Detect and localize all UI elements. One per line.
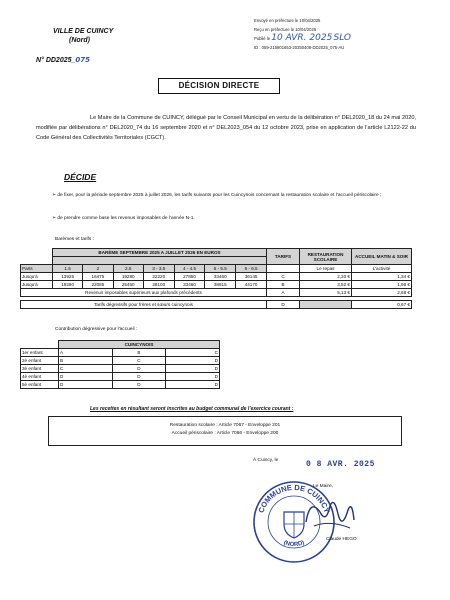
parts-cell: 5 - 5.5	[205, 265, 236, 273]
preamble-paragraph: Le Maire de la Commune de CUINCY, délégué par le Conseil Municipal en vertu de la délibération n° DEL2020_18 du 24 mai 2020, modifiée par délibérations n° DEL2020_74 du 16 septembre 2020 et n° DEL2023_054 du 12 octobre 2023, prise en application de l’article L2122-22 du Code Général des Collectivités Territoriales (CGCT).	[36, 115, 416, 141]
table-row: 2è enfant B C D	[22, 358, 218, 363]
decide-heading: DÉCIDE	[64, 172, 97, 182]
parts-cell: 6 - 6.5	[236, 265, 267, 273]
parts-cell: 2.5	[113, 265, 143, 273]
parts-cell: 2	[83, 265, 113, 273]
tariff-table	[20, 248, 412, 309]
publication-date-handwritten: 10 AVR. 2025	[271, 33, 333, 43]
parts-cell: 3 - 3.5	[143, 265, 174, 273]
signature-title: Le Maire,	[313, 484, 333, 489]
tarifs-header: TARIFS	[267, 249, 300, 265]
table-row: Jusqu'à 13925 16475 19280 22220 27850 33460 36145 C 2,20 € 1,34 €	[22, 274, 410, 279]
parts-cell: 1.5	[52, 265, 82, 273]
parts-cell: 4 - 4.5	[174, 265, 205, 273]
budget-line: Accueil périscolaire : Article 7066 - Enveloppe 200	[171, 431, 279, 436]
table-row: Revenus imposables supérieurs aux plafonds précédents A 5,13 € 2,68 €	[21, 289, 412, 297]
table-row: Jusqu'à 19280 22085 25450 28100 33460 38815 44170 B 3,52 € 1,98 €	[22, 282, 410, 287]
decision-reference: N° DD2025_075	[36, 56, 91, 64]
degressive-caption: Contribution dégressive pour l'accueil :	[55, 327, 138, 332]
table-row: 1er enfant A B C	[22, 350, 218, 355]
initials-handwritten: SLO	[333, 33, 352, 43]
bullet-icon: ➢	[52, 193, 57, 198]
resto-subheader: Le repas	[300, 265, 352, 273]
handwritten-number: 075	[75, 56, 91, 64]
parts-label: Parts	[21, 265, 53, 273]
commune-name: VILLE DE CUINCY	[53, 28, 114, 35]
table-row: 4è enfant D D D	[22, 374, 218, 379]
table-row: 5è enfant D D D	[22, 382, 218, 387]
decision-item: ➢ de prendre comme base les revenus imposables de l’année N-1.	[52, 216, 195, 221]
table-row: Tarifs dégressifs pour frères et sœurs cuincynois D 0,67 €	[21, 301, 412, 309]
budget-articles-box	[48, 416, 402, 446]
bullet-icon: ➢	[52, 216, 57, 221]
cuincynois-header: CUINCYNOIS	[59, 341, 220, 349]
department-name: (Nord)	[69, 37, 90, 44]
degressive-table	[20, 340, 220, 389]
date-stamp: 0 8 AVR. 2025	[306, 460, 375, 469]
accueil-header: ACCUEIL MATIN & SOIR	[352, 249, 412, 265]
table-row: 3è enfant C D D	[22, 366, 218, 371]
tariffs-caption: Barèmes et tarifs :	[55, 237, 94, 242]
document-title: DÉCISION DIRECTE	[158, 78, 280, 94]
budget-line: Restauration scolaire : Article 7067 - Enveloppe 201	[169, 423, 281, 428]
commune-header	[53, 27, 113, 45]
signature-place: À Cuincy, le	[253, 458, 279, 463]
handwritten-signature	[300, 492, 360, 538]
mayor-name: Claude HEGO	[326, 537, 357, 542]
budget-statement: Les recettes en résultant seront inscrites au budget communal de l’exercice courant :	[90, 406, 294, 412]
resto-header: RESTAURATION SCOLAIRE	[300, 249, 352, 265]
bareme-title: BARÈME SEPTEMBRE 2025 A JUILLET 2026 EN EUROS	[52, 249, 266, 257]
svg-text:COMMUNE DE CUINCY: COMMUNE DE CUINCY	[256, 482, 332, 515]
decision-item: ➢ de fixer, pour la période septembre 2025 à juillet 2026, les tarifs suivants pour les Cuincynois concernant la restauration scolaire et l’accueil périscolaire ;	[52, 193, 382, 198]
svg-text:(NORD): (NORD)	[282, 540, 306, 549]
accueil-subheader: L’activité	[352, 265, 412, 273]
prefecture-stamp: Envoyé en préfecture le 10/04/2025 Reçu en préfecture le 10/04/2025 Publié le 10 AVR. 2025 SLO ID : 059-215901653-20250408-DD2025_075-AU	[254, 18, 352, 50]
